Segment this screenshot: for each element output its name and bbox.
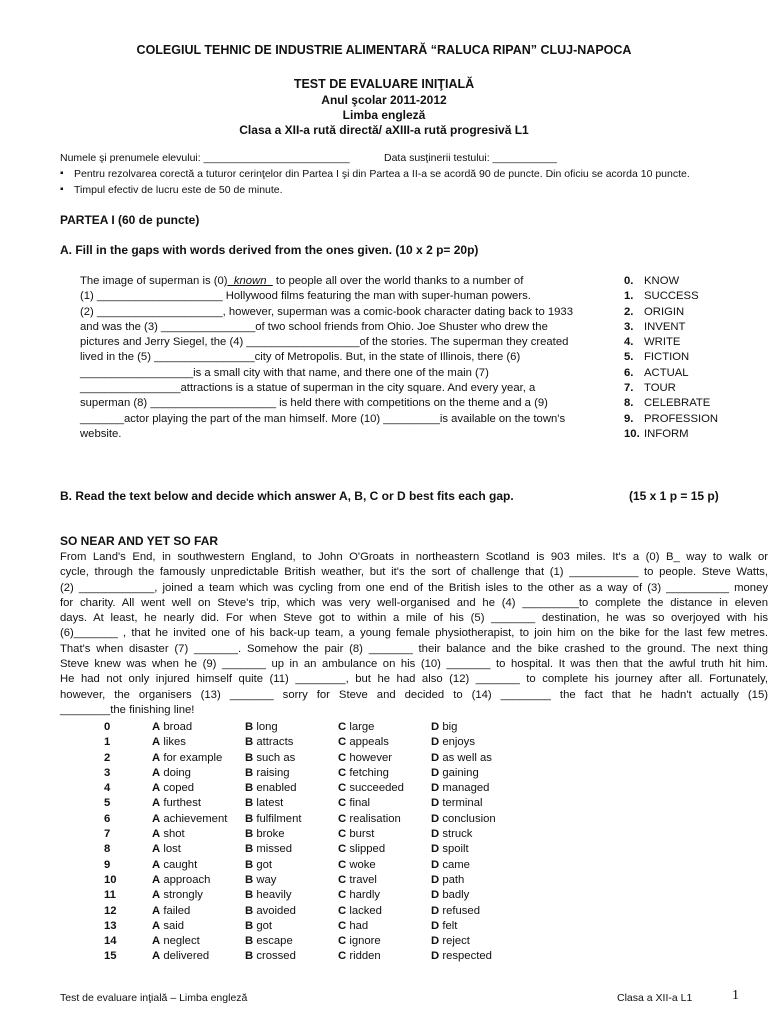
option-b: B attracts <box>245 736 294 749</box>
option-a: A broad <box>152 721 193 733</box>
option-d: D gaining <box>431 766 479 779</box>
text-line: He had not only injured himself quite (11) ________, but he had also (12) _______ to complete his journey after all. Fortunately, <box>60 673 768 686</box>
footer-right: Clasa a XII-a L1 <box>617 992 693 1004</box>
option-a: A achievement <box>152 812 228 825</box>
question-number: 12 <box>104 904 117 917</box>
option-c: C large <box>338 721 375 733</box>
option-a: A for example <box>152 751 223 764</box>
text-line: That's when disaster (7) _______. Somehow the pair (8) _______ their balance and the bike crashed to the ground. The next thing <box>60 642 768 655</box>
option-c: C final <box>338 797 371 810</box>
option-b: B fulfilment <box>245 812 302 825</box>
option-a: A approach <box>152 873 211 886</box>
option-a: A neglect <box>152 935 200 948</box>
option-b: B heavily <box>245 889 292 902</box>
list-item: 10. INFORM <box>624 427 689 440</box>
option-b: B avoided <box>245 904 296 917</box>
subject: Limba engleză <box>342 108 426 122</box>
option-d: D came <box>431 858 470 871</box>
page-number: 1 <box>732 988 739 1003</box>
question-number: 11 <box>104 889 116 902</box>
text-line: _______actor playing the part of the man himself. More (10) _________is available on the town's <box>80 412 566 425</box>
option-a: A furthest <box>152 797 201 810</box>
question-number: 13 <box>104 919 117 932</box>
option-d: D managed <box>431 782 490 795</box>
option-d: D enjoys <box>431 736 475 749</box>
list-item: 5. FICTION <box>624 351 690 364</box>
text-line: superman (8) ____________________ is held there with competitions on the theme and a (9) <box>80 397 548 410</box>
option-a: A said <box>152 919 185 932</box>
option-d: D felt <box>431 919 458 932</box>
question-number: 2 <box>104 751 111 764</box>
option-b: B missed <box>245 843 293 856</box>
option-a: A likes <box>152 736 186 749</box>
text-line: website. <box>80 427 122 440</box>
instruction-bullet: ▪ Timpul efectiv de lucru este de 50 de minute. <box>60 182 690 198</box>
list-item: 8. CELEBRATE <box>624 397 711 410</box>
question-number: 8 <box>104 843 111 856</box>
list-item: 7. TOUR <box>624 382 676 395</box>
option-d: D badly <box>431 889 470 902</box>
option-d: D conclusion <box>431 812 496 825</box>
text-line: ________the finishing line! <box>60 703 195 716</box>
option-d: D path <box>431 873 465 886</box>
option-d: D big <box>431 721 458 733</box>
story-title: SO NEAR AND YET SO FAR <box>60 534 219 548</box>
footer-left: Test de evaluare inţială – Limba engleză <box>60 992 248 1004</box>
question-number: 7 <box>104 828 111 841</box>
school-year: Anul şcolar 2011-2012 <box>321 93 447 107</box>
text-line: (6)_______ , that he invited one of his back-up team, a young female physiotherapist, to join him on the bike for the last few metres. <box>60 627 768 640</box>
question-number: 4 <box>104 782 111 795</box>
section-b-text <box>60 550 768 718</box>
option-a: A delivered <box>152 950 210 963</box>
instructions-list <box>60 166 690 198</box>
option-c: C slipped <box>338 843 386 856</box>
option-a: A shot <box>152 828 185 841</box>
option-d: D terminal <box>431 797 483 810</box>
text-line: lived in the (5) ________________city of Metropolis. But, in the state of Illinois, there (6) <box>80 351 521 364</box>
question-number: 3 <box>104 766 111 779</box>
option-d: D spoilt <box>431 843 469 856</box>
list-item: 0. KNOW <box>624 275 680 287</box>
text-line: days. At least, he nearly did. For when Steve got to within a mile of his (5) _______ destination, he was so overjoyed with his <box>60 612 768 625</box>
text-line: pictures and Jerry Siegel, the (4) __________________of the stories. The superman they created <box>80 336 569 349</box>
question-number: 1 <box>104 736 111 749</box>
question-number: 9 <box>104 858 111 871</box>
question-number: 0 <box>104 721 111 733</box>
option-a: A coped <box>152 782 195 795</box>
option-b: B got <box>245 858 273 871</box>
option-c: C succeeded <box>338 782 404 795</box>
option-b: B enabled <box>245 782 297 795</box>
option-d: D as well as <box>431 751 492 764</box>
text-line: (2) ____________, joined a team which was cycling from one end of the British isles to the other as a way of (3) __________ money <box>60 581 768 594</box>
list-item: 3. INVENT <box>624 320 686 333</box>
option-b: B long <box>245 721 278 733</box>
base-word-list <box>624 274 718 442</box>
option-c: C woke <box>338 858 376 871</box>
option-b: B such as <box>245 751 296 764</box>
option-d: D reject <box>431 935 470 948</box>
option-a: A lost <box>152 843 181 856</box>
option-b: B latest <box>245 797 284 810</box>
student-name-field: Numele şi prenumele elevului: _________________________ <box>60 152 350 164</box>
option-c: C lacked <box>338 904 382 917</box>
question-number: 14 <box>104 935 117 948</box>
section-a-text <box>80 274 600 442</box>
question-number: 15 <box>104 950 117 963</box>
option-d: D respected <box>431 950 492 963</box>
option-b: B got <box>245 919 273 932</box>
section-b-instruction: B. Read the text below and decide which answer A, B, C or D best fits each gap. <box>60 489 514 503</box>
option-b: B crossed <box>245 950 296 963</box>
option-c: C had <box>338 919 369 932</box>
option-c: C hardly <box>338 889 381 902</box>
option-b: B broke <box>245 828 285 841</box>
text-line: ________________attractions is a statue of superman in the city square. And every year, a <box>80 382 536 395</box>
option-b: B way <box>245 873 277 886</box>
text-line: however, the organisers (13) _______ sorry for Steve and decided to (14) ________ the fact that he hadn't actually (15) <box>60 688 768 701</box>
option-c: C ridden <box>338 950 381 963</box>
part1-title: PARTEA I (60 de puncte) <box>60 213 200 227</box>
list-item: 4. WRITE <box>624 336 681 349</box>
example-answer: _known_ <box>227 275 273 287</box>
option-b: B escape <box>245 935 293 948</box>
option-a: A strongly <box>152 889 203 902</box>
option-c: C fetching <box>338 766 389 779</box>
text-line: From Land's End, in southwestern England, to John O'Groats in northeastern Scotland is 903 miles. It's a (0) B_ way to walk or <box>60 551 768 563</box>
section-b-points: (15 x 1 p = 15 p) <box>629 489 719 503</box>
option-a: A doing <box>152 766 191 779</box>
text-line: The image of superman is (0)_known_ to people all over the world thanks to a number of <box>80 275 524 287</box>
school-name: COLEGIUL TEHNIC DE INDUSTRIE ALIMENTARĂ “RALUCA RIPAN” CLUJ-NAPOCA <box>136 43 632 57</box>
question-number: 6 <box>104 812 111 825</box>
text-line: for charity. All went well on Steve's trip, which was very well-organised and he (4) _________to complete the distance in eleven <box>60 596 768 609</box>
section-a-instruction: A. Fill in the gaps with words derived from the ones given. (10 x 2 p= 20p) <box>60 243 479 257</box>
list-item: 9. PROFESSION <box>624 412 719 425</box>
option-c: C travel <box>338 873 377 886</box>
list-item: 2. ORIGIN <box>624 305 685 318</box>
option-b: B raising <box>245 766 290 779</box>
test-date-field: Data susţinerii testului: ___________ <box>384 152 557 164</box>
option-c: C however <box>338 751 393 764</box>
class-line: Clasa a XII-a rută directă/ aXIII-a rută progresivă L1 <box>239 123 529 137</box>
question-number: 10 <box>104 873 117 886</box>
option-a: A failed <box>152 904 191 917</box>
text-line: and was the (3) _______________of two school friends from Ohio. Joe Shuster who drew the <box>80 320 548 333</box>
question-number: 5 <box>104 797 111 810</box>
test-title: TEST DE EVALUARE INIŢIALĂ <box>293 77 475 91</box>
option-c: C realisation <box>338 812 401 825</box>
option-c: C appeals <box>338 736 389 749</box>
list-item: 6. ACTUAL <box>624 366 689 379</box>
text-line: (1) ____________________ Hollywood films featuring the man with super-human powers. <box>80 290 531 303</box>
option-c: C burst <box>338 828 375 841</box>
option-d: D struck <box>431 828 473 841</box>
list-item: 1. SUCCESS <box>624 290 699 303</box>
instruction-bullet: ▪ Pentru rezolvarea corectă a tuturor cerinţelor din Partea I şi din Partea a II-a se acordă 90 de puncte. Din oficiu se acorda 10 puncte. <box>60 166 690 182</box>
text-line: cycle, through the famously unpredictable British weather, but it's the sort of challenge that (1) ___________ to people. Steve Watts, <box>60 566 768 579</box>
text-line: (2) ____________________, however, superman was a comic-book character dating back to 1933 <box>80 305 573 318</box>
text-line: Steve knew was when he (9) _______ up in an ambulance on his (10) _______ to hospital. It was then that the awful truth hit him. <box>60 658 768 671</box>
text-line: __________________is a small city with that name, and there one of the main (7) <box>80 366 489 379</box>
option-d: D refused <box>431 904 480 917</box>
option-a: A caught <box>152 858 198 871</box>
option-c: C ignore <box>338 935 381 948</box>
